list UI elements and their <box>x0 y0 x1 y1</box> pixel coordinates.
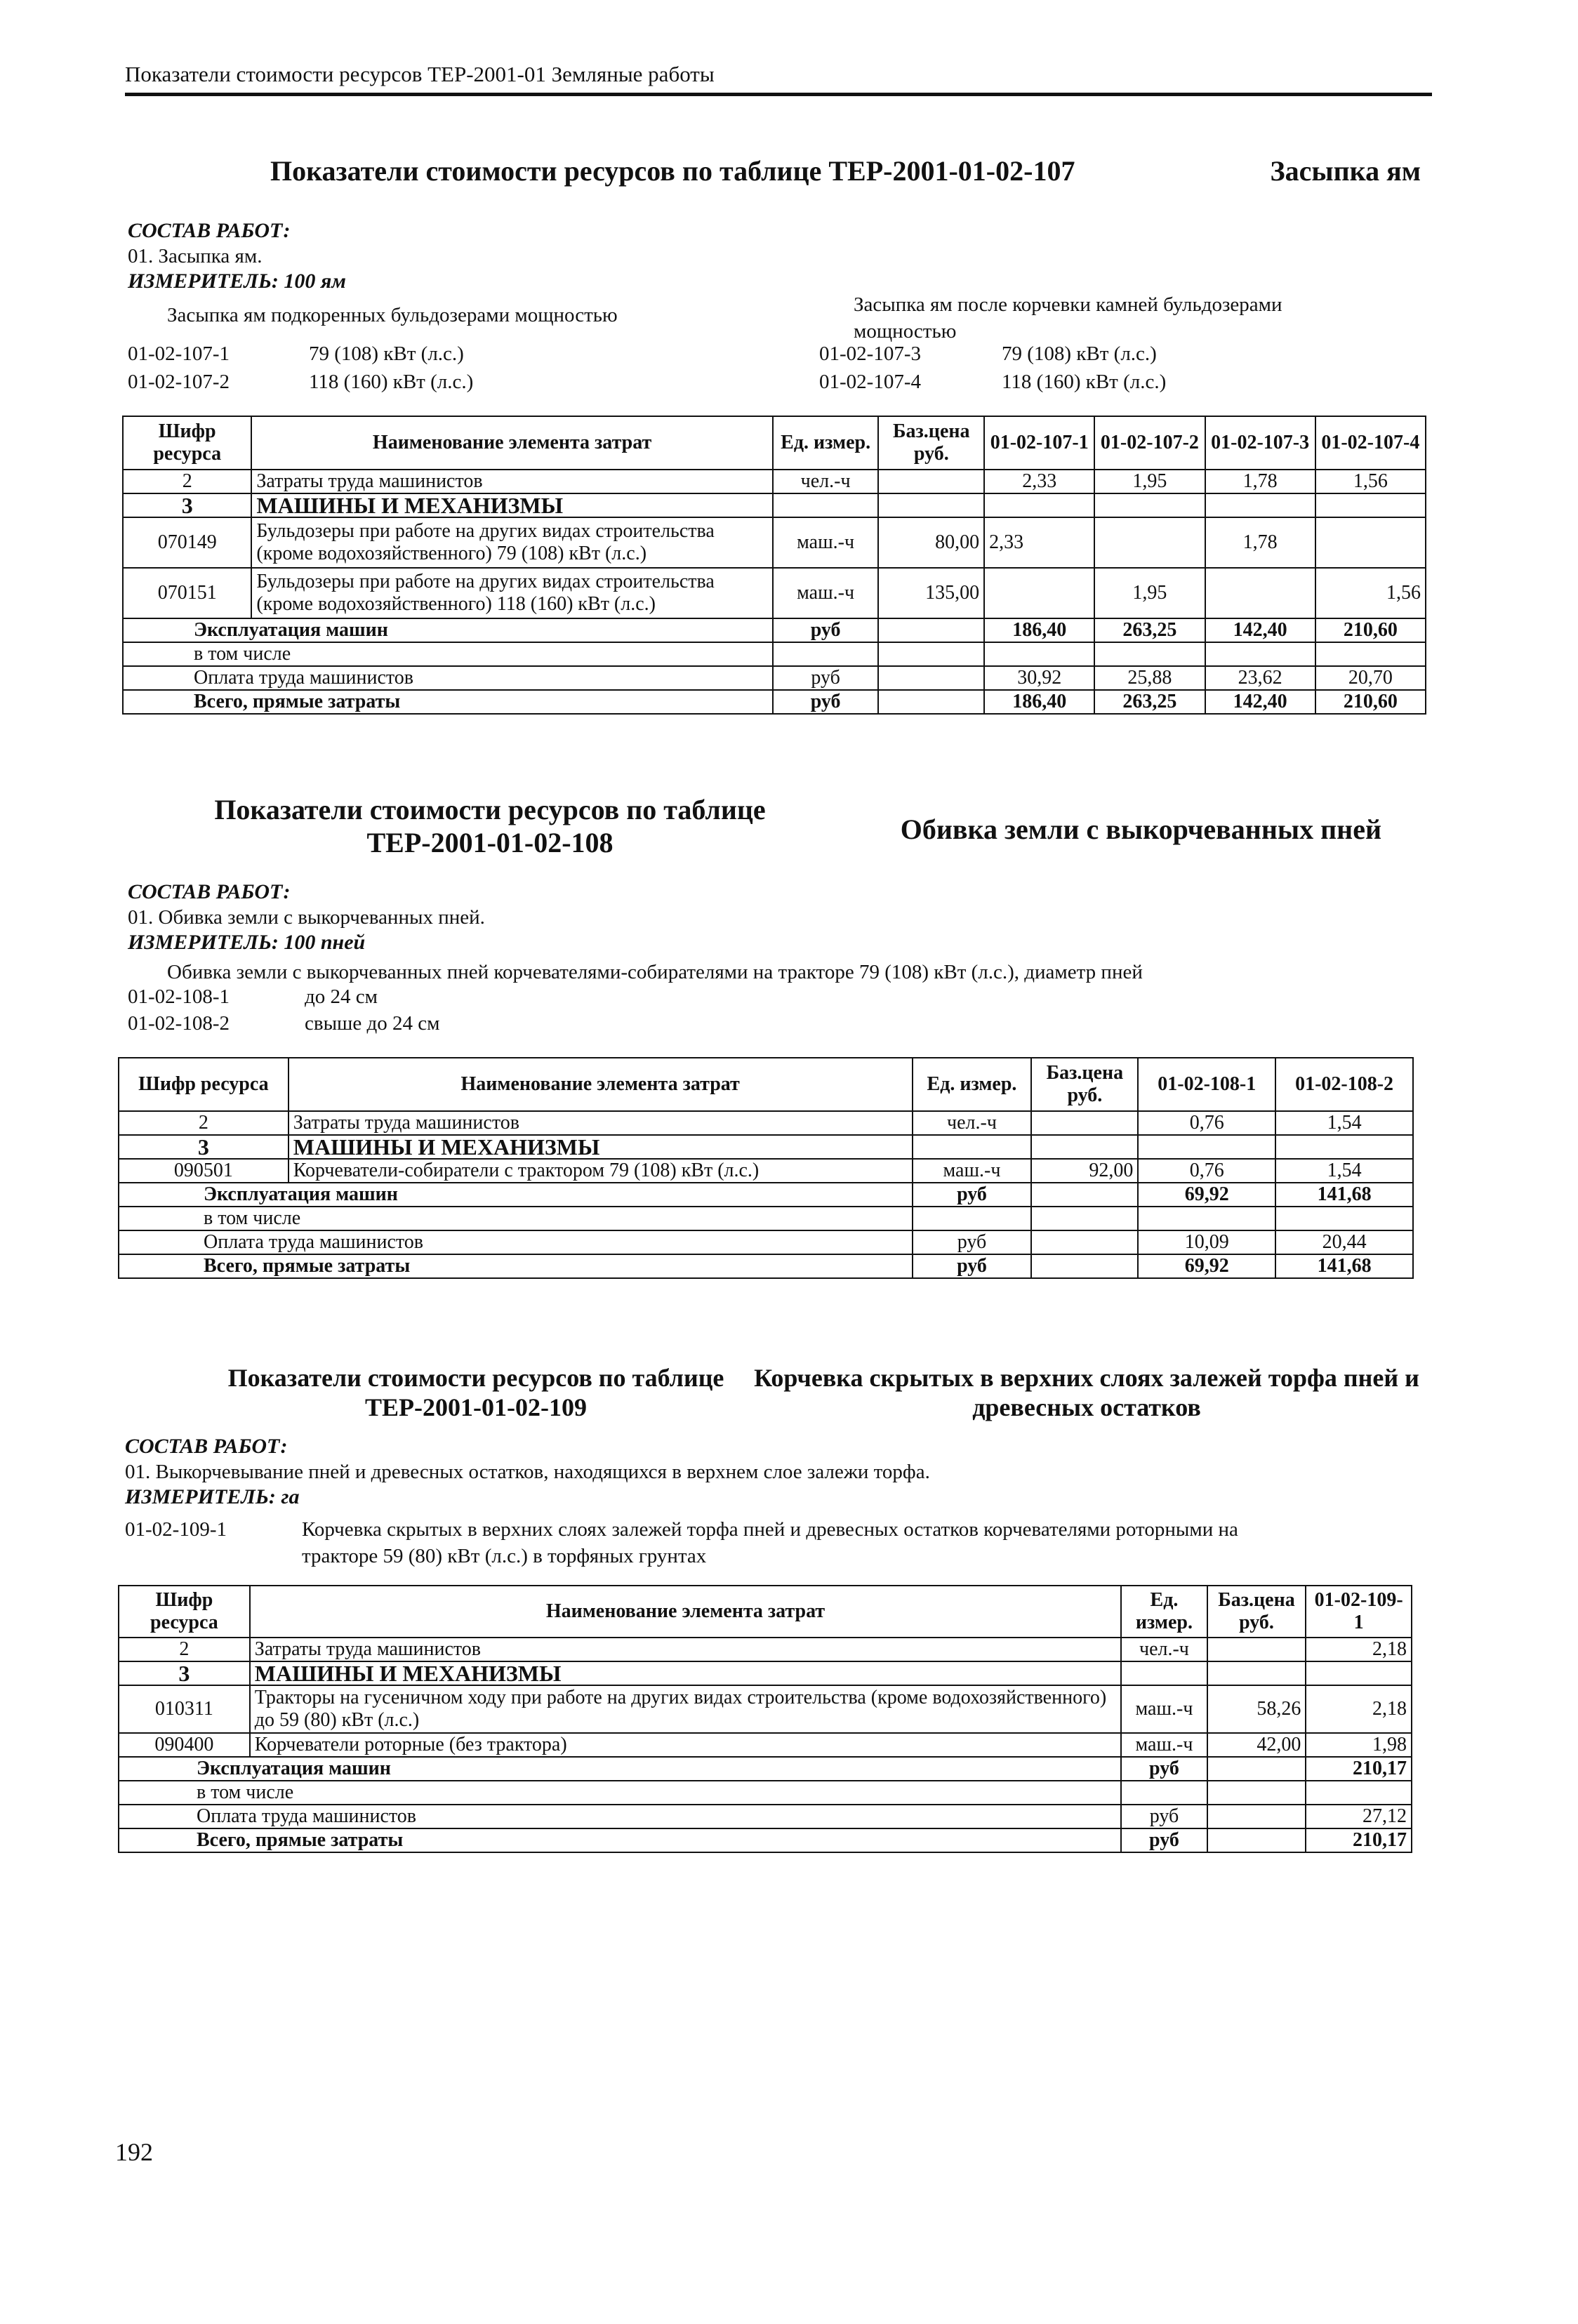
cell-name: Тракторы на гусеничном ходу при работе на других видах строительства (кроме водохозяйственного) до 59 (80) кВт (л.с.) <box>250 1685 1121 1733</box>
cell-value: 69,92 <box>1138 1254 1275 1278</box>
table-row <box>119 1828 1412 1852</box>
cell-value: 263,25 <box>1094 690 1205 714</box>
sostav-label: СОСТАВ РАБОТ: <box>125 1435 288 1458</box>
table-header-row <box>119 1058 1413 1111</box>
code-row <box>128 985 830 1014</box>
cell-value: 2,18 <box>1306 1638 1412 1661</box>
cell-unit: маш.-ч <box>773 517 879 568</box>
table-row <box>119 1254 1413 1278</box>
code-desc: 79 (108) кВт (л.с.) <box>309 343 464 365</box>
code: 01-02-109-1 <box>125 1518 227 1541</box>
column-header: Ед. измер. <box>1121 1586 1207 1638</box>
izm-label: ИЗМЕРИТЕЛЬ: <box>128 270 279 293</box>
cell-code: 3 <box>119 1135 289 1159</box>
cost-table <box>118 1057 1414 1279</box>
cell-unit: руб <box>773 666 879 690</box>
cell-value: 20,44 <box>1275 1230 1413 1254</box>
cell-name: Эксплуатация машин <box>119 1183 913 1207</box>
cell-value: 1,95 <box>1094 568 1205 618</box>
cell-value: 210,17 <box>1306 1828 1412 1852</box>
table-row <box>119 1230 1413 1254</box>
izm-label: ИЗМЕРИТЕЛЬ: <box>128 931 279 954</box>
code: 01-02-108-2 <box>128 1012 230 1035</box>
table-header-row <box>119 1586 1412 1638</box>
cell-unit: чел.-ч <box>773 470 879 493</box>
column-header: Наименование элемента затрат <box>250 1586 1121 1638</box>
cell-value <box>1306 1661 1412 1685</box>
code-desc-line: Корчевка скрытых в верхних слоях залежей торфа пней и древесных остатков корчевателями роторными на <box>302 1518 1238 1541</box>
table-row <box>119 1135 1413 1159</box>
cell-code: 010311 <box>119 1685 250 1733</box>
cell-value: 186,40 <box>984 618 1094 642</box>
section-subject: Корчевка скрытых в верхних слоях залежей торфа пней и <box>754 1364 1419 1392</box>
cell-price: 135,00 <box>878 568 984 618</box>
cell-unit: руб <box>913 1254 1032 1278</box>
cell-name: Оплата труда машинистов <box>119 1805 1121 1828</box>
cell-code: 2 <box>119 1638 250 1661</box>
cell-price: 92,00 <box>1031 1159 1138 1183</box>
code-row <box>128 371 1391 399</box>
cell-unit: маш.-ч <box>1121 1685 1207 1733</box>
table-header-row <box>123 416 1426 470</box>
cell-name: Затраты труда машинистов <box>251 470 772 493</box>
table-row <box>119 1638 1412 1661</box>
cell-value: 25,88 <box>1094 666 1205 690</box>
section-subject: Обивка земли с выкорчеванных пней <box>900 814 1381 845</box>
cell-unit <box>913 1135 1032 1159</box>
cell-value <box>984 568 1094 618</box>
cell-code: 2 <box>119 1111 289 1135</box>
cell-value: 186,40 <box>984 690 1094 714</box>
cell-name: Бульдозеры при работе на других видах строительства (кроме водохозяйственного) 79 (108) кВт (л.с.) <box>251 517 772 568</box>
cell-unit <box>913 1207 1032 1230</box>
column-header: Баз.цена руб. <box>1207 1586 1306 1638</box>
section-subject: древесных остатков <box>972 1393 1201 1421</box>
cell-price <box>1031 1111 1138 1135</box>
page-number: 192 <box>115 2138 153 2166</box>
cell-unit <box>773 493 879 517</box>
cell-value: 23,62 <box>1205 666 1315 690</box>
cell-name: Оплата труда машинистов <box>119 1230 913 1254</box>
cell-price: 58,26 <box>1207 1685 1306 1733</box>
cell-name: Всего, прямые затраты <box>119 1828 1121 1852</box>
cell-value: 1,54 <box>1275 1159 1413 1183</box>
cell-value: 210,60 <box>1315 690 1426 714</box>
cell-price: 80,00 <box>878 517 984 568</box>
work-item: 01. Выкорчевывание пней и древесных остатков, находящихся в верхнем слое залежи торфа. <box>125 1461 930 1483</box>
table-row <box>119 1685 1412 1733</box>
code: 01-02-107-3 <box>819 343 921 365</box>
cell-unit: чел.-ч <box>913 1111 1032 1135</box>
cell-name: в том числе <box>119 1781 1121 1805</box>
section-title: ТЕР-2001-01-02-109 <box>365 1393 587 1421</box>
column-header: Ед. измер. <box>913 1058 1032 1111</box>
cell-value <box>1315 493 1426 517</box>
group-desc-1: Засыпка ям подкоренных бульдозерами мощностью <box>167 304 618 326</box>
table-row <box>123 618 1426 642</box>
cell-name: Оплата труда машинистов <box>123 666 773 690</box>
cell-price <box>878 642 984 666</box>
cell-name: Всего, прямые затраты <box>119 1254 913 1278</box>
code: 01-02-107-2 <box>128 371 230 393</box>
cell-code: 090400 <box>119 1733 250 1757</box>
cell-value: 0,76 <box>1138 1159 1275 1183</box>
table-row <box>119 1757 1412 1781</box>
cell-value <box>1138 1207 1275 1230</box>
cell-name: Эксплуатация машин <box>123 618 773 642</box>
cell-name: Затраты труда машинистов <box>250 1638 1121 1661</box>
table-row <box>123 690 1426 714</box>
column-header: Ед. измер. <box>773 416 879 470</box>
cell-value: 263,25 <box>1094 618 1205 642</box>
table-row <box>123 568 1426 618</box>
cost-table <box>118 1585 1412 1853</box>
cell-code: 090501 <box>119 1159 289 1183</box>
cell-price <box>1207 1661 1306 1685</box>
cell-name: Затраты труда машинистов <box>289 1111 913 1135</box>
cell-code: 2 <box>123 470 251 493</box>
cell-value: 1,56 <box>1315 470 1426 493</box>
cell-name: МАШИНЫ И МЕХАНИЗМЫ <box>251 493 772 517</box>
table-row <box>119 1661 1412 1685</box>
cell-value <box>1094 642 1205 666</box>
cell-price <box>878 618 984 642</box>
cell-value <box>1138 1135 1275 1159</box>
cell-price <box>1031 1183 1138 1207</box>
cell-code: 070149 <box>123 517 251 568</box>
cell-value: 142,40 <box>1205 618 1315 642</box>
cell-value: 10,09 <box>1138 1230 1275 1254</box>
cell-name: Корчеватели роторные (без трактора) <box>250 1733 1121 1757</box>
cell-price <box>878 493 984 517</box>
column-header: Шифр ресурса <box>119 1586 250 1638</box>
cell-price <box>1031 1230 1138 1254</box>
cell-name: МАШИНЫ И МЕХАНИЗМЫ <box>250 1661 1121 1685</box>
code-desc: 118 (160) кВт (л.с.) <box>309 371 474 393</box>
cell-value <box>1275 1135 1413 1159</box>
table-row <box>123 642 1426 666</box>
column-header: 01-02-107-2 <box>1094 416 1205 470</box>
cell-value: 1,78 <box>1205 470 1315 493</box>
cell-name: Корчеватели-собиратели с трактором 79 (108) кВт (л.с.) <box>289 1159 913 1183</box>
cell-value: 20,70 <box>1315 666 1426 690</box>
cell-value: 210,60 <box>1315 618 1426 642</box>
cell-name: в том числе <box>119 1207 913 1230</box>
section-title: ТЕР-2001-01-02-108 <box>366 827 614 858</box>
cell-value: 210,17 <box>1306 1757 1412 1781</box>
cell-value: 1,78 <box>1205 517 1315 568</box>
column-header: Шифр ресурса <box>119 1058 289 1111</box>
cell-name: Эксплуатация машин <box>119 1757 1121 1781</box>
table-row <box>123 493 1426 517</box>
code-row <box>128 343 1391 371</box>
code-desc: 79 (108) кВт (л.с.) <box>1002 343 1157 365</box>
izm-value: 100 пней <box>284 931 366 954</box>
column-header: Шифр ресурса <box>123 416 251 470</box>
cell-value: 1,54 <box>1275 1111 1413 1135</box>
cell-price <box>1207 1828 1306 1852</box>
cell-value <box>1315 642 1426 666</box>
cell-name: МАШИНЫ И МЕХАНИЗМЫ <box>289 1135 913 1159</box>
cell-price <box>878 470 984 493</box>
table-row <box>123 470 1426 493</box>
table-row <box>119 1159 1413 1183</box>
column-header: Наименование элемента затрат <box>289 1058 913 1111</box>
cell-name: в том числе <box>123 642 773 666</box>
cell-price <box>1207 1757 1306 1781</box>
cell-unit: руб <box>1121 1757 1207 1781</box>
cell-price: 42,00 <box>1207 1733 1306 1757</box>
cell-value: 1,56 <box>1315 568 1426 618</box>
table-row <box>119 1111 1413 1135</box>
cell-value: 69,92 <box>1138 1183 1275 1207</box>
code-desc-line: тракторе 59 (80) кВт (л.с.) в торфяных грунтах <box>302 1545 707 1567</box>
column-header: 01-02-108-2 <box>1275 1058 1413 1111</box>
code-desc: до 24 см <box>305 985 378 1008</box>
cell-value <box>1275 1207 1413 1230</box>
code-desc: свыше до 24 см <box>305 1012 440 1035</box>
table-row <box>119 1805 1412 1828</box>
cell-value: 2,33 <box>984 517 1094 568</box>
cell-value <box>1315 517 1426 568</box>
sostav-label: СОСТАВ РАБОТ: <box>128 880 291 903</box>
cell-price <box>1207 1805 1306 1828</box>
code: 01-02-108-1 <box>128 985 230 1008</box>
cell-unit: руб <box>913 1230 1032 1254</box>
page-header: Показатели стоимости ресурсов ТЕР-2001-01 Земляные работы <box>125 62 1432 96</box>
cell-name: Всего, прямые затраты <box>123 690 773 714</box>
cell-price <box>1031 1135 1138 1159</box>
cell-value: 1,95 <box>1094 470 1205 493</box>
table-row <box>123 517 1426 568</box>
cell-unit <box>1121 1661 1207 1685</box>
section-107 <box>118 154 1438 712</box>
section-subject: Засыпка ям <box>1270 155 1421 187</box>
table-row <box>119 1781 1412 1805</box>
cell-unit: руб <box>773 690 879 714</box>
table-row <box>123 666 1426 690</box>
column-header: Баз.цена руб. <box>878 416 984 470</box>
cell-value: 141,68 <box>1275 1254 1413 1278</box>
cell-code: 070151 <box>123 568 251 618</box>
section-title: Показатели стоимости ресурсов по таблице <box>227 1364 724 1392</box>
cell-unit: руб <box>913 1183 1032 1207</box>
group-desc-2: Засыпка ям после корчевки камней бульдозерами мощностью <box>854 293 1282 343</box>
cell-value <box>984 493 1094 517</box>
cost-table <box>122 416 1426 715</box>
cell-price <box>878 666 984 690</box>
column-header: 01-02-108-1 <box>1138 1058 1275 1111</box>
cell-unit: руб <box>1121 1828 1207 1852</box>
cell-unit: руб <box>1121 1805 1207 1828</box>
cell-value: 142,40 <box>1205 690 1315 714</box>
cell-price <box>1031 1207 1138 1230</box>
cell-unit: маш.-ч <box>913 1159 1032 1183</box>
cell-value <box>1205 493 1315 517</box>
code-desc: 118 (160) кВт (л.с.) <box>1002 371 1167 393</box>
code-desc <box>302 1516 1425 1569</box>
cell-value <box>1205 642 1315 666</box>
column-header: 01-02-107-3 <box>1205 416 1315 470</box>
section-title: Показатели стоимости ресурсов по таблице ТЕР-2001-01-02-107 <box>270 155 1075 187</box>
cell-unit: маш.-ч <box>773 568 879 618</box>
column-header: Наименование элемента затрат <box>251 416 772 470</box>
izm-value: 100 ям <box>284 270 346 293</box>
work-description: Обивка земли с выкорчеванных пней корчевателями-собирателями на тракторе 79 (108) кВт (л.с.), диаметр пней <box>167 961 1143 983</box>
column-header: 01-02-107-4 <box>1315 416 1426 470</box>
work-item: 01. Обивка земли с выкорчеванных пней. <box>128 906 485 929</box>
izm-value: га <box>281 1485 300 1508</box>
table-row <box>119 1207 1413 1230</box>
cell-name: Бульдозеры при работе на других видах строительства (кроме водохозяйственного) 118 (160) кВт (л.с.) <box>251 568 772 618</box>
cell-price <box>878 690 984 714</box>
column-header: 01-02-109-1 <box>1306 1586 1412 1638</box>
code: 01-02-107-4 <box>819 371 921 393</box>
cell-value <box>1094 493 1205 517</box>
izm-label: ИЗМЕРИТЕЛЬ: <box>125 1485 276 1508</box>
cell-value <box>1205 568 1315 618</box>
table-row <box>119 1183 1413 1207</box>
cell-value: 1,98 <box>1306 1733 1412 1757</box>
cell-price <box>1207 1781 1306 1805</box>
column-header: Баз.цена руб. <box>1031 1058 1138 1111</box>
cell-value <box>984 642 1094 666</box>
cell-code: 3 <box>119 1661 250 1685</box>
cell-price <box>1207 1638 1306 1661</box>
cell-value <box>1306 1781 1412 1805</box>
code: 01-02-107-1 <box>128 343 230 365</box>
cell-value: 30,92 <box>984 666 1094 690</box>
cell-unit <box>773 642 879 666</box>
cell-price <box>1031 1254 1138 1278</box>
table-row <box>119 1733 1412 1757</box>
cell-unit: маш.-ч <box>1121 1733 1207 1757</box>
cell-unit: руб <box>773 618 879 642</box>
cell-unit: чел.-ч <box>1121 1638 1207 1661</box>
cell-unit <box>1121 1781 1207 1805</box>
section-title: Показатели стоимости ресурсов по таблице <box>214 794 766 825</box>
column-header: 01-02-107-1 <box>984 416 1094 470</box>
cell-value: 0,76 <box>1138 1111 1275 1135</box>
cell-value: 2,18 <box>1306 1685 1412 1733</box>
work-item: 01. Засыпка ям. <box>128 245 263 267</box>
sostav-label: СОСТАВ РАБОТ: <box>128 219 291 242</box>
code-row <box>128 1012 830 1040</box>
cell-value: 141,68 <box>1275 1183 1413 1207</box>
cell-value: 2,33 <box>984 470 1094 493</box>
cell-value <box>1094 517 1205 568</box>
cell-value: 27,12 <box>1306 1805 1412 1828</box>
cell-code: 3 <box>123 493 251 517</box>
